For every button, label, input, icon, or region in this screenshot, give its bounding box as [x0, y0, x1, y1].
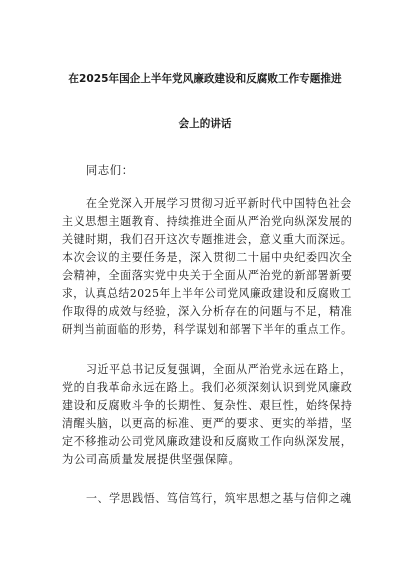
body-line: 在全党深入开展学习贯彻习近平新时代中国特色社会: [86, 197, 352, 210]
body-line: 建设和反腐败斗争的长期性、复杂性、艰巨性，始终保持: [62, 399, 353, 412]
body-line: 会精神，全面落实党中央关于全面从严治党的新部署新要: [62, 269, 353, 282]
body-line: 习近平总书记反复强调，全面从严治党永远在路上，: [86, 363, 352, 376]
section-heading: 一、学思践悟、笃信笃行，筑牢思想之基与信仰之魂: [86, 492, 352, 505]
body-line: 党的自我革命永远在路上。我们必须深刻认识到党风廉政: [62, 381, 353, 394]
document-title-line-1: 在2025年国企上半年党风廉政建设和反腐败工作专题推进: [68, 73, 342, 85]
body-line: 关键时期，我们召开这次专题推进会，意义重大而深远。: [62, 233, 353, 246]
salutation: 同志们：: [86, 164, 134, 177]
body-line: 本次会议的主要任务是，深入贯彻二十届中央纪委四次全: [62, 251, 353, 264]
body-line: 求，认真总结2025年上半年公司党风廉政建设和反腐败工: [62, 287, 352, 300]
body-line: 为公司高质量发展提供坚强保障。: [62, 453, 241, 466]
body-line: 定不移推动公司党风廉政建设和反腐败工作向纵深发展，: [62, 435, 353, 448]
document-title-line-2: 会上的讲话: [178, 118, 232, 130]
body-line: 研判当前面临的形势，科学谋划和部署下半年的重点工作。: [62, 323, 353, 336]
body-line: 主义思想主题教育、持续推进全面从严治党向纵深发展的: [62, 215, 353, 228]
body-line: 作取得的成效与经验，深入分析存在的问题与不足，精准: [62, 305, 353, 318]
body-line: 清醒头脑，以更高的标准、更严的要求、更实的举措，坚: [62, 417, 353, 430]
